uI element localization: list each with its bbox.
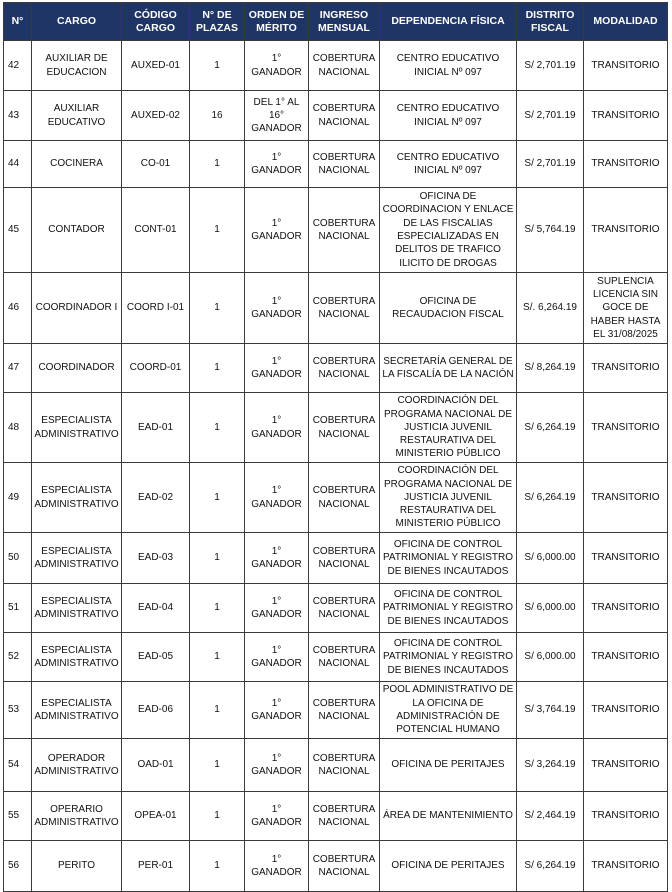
table-row: [4, 273, 668, 344]
dependencia-cell: CENTRO EDUCATIVO INICIAL Nº 097: [380, 91, 517, 141]
distrito-cell: S/ 6,264.19: [517, 841, 584, 892]
ingreso-cell: COBERTURA NACIONAL: [309, 344, 380, 393]
orden-merito-cell: 1° GANADOR: [245, 344, 309, 393]
header-distrito-fiscal: DISTRITO FISCAL: [517, 3, 584, 41]
modalidad-cell: TRANSITORIO: [584, 682, 668, 739]
header-numero: N°: [4, 3, 32, 41]
positions-table: [3, 2, 668, 892]
codigo-cell: OAD-01: [122, 739, 190, 792]
row-number: 49: [4, 463, 32, 533]
ingreso-cell: COBERTURA NACIONAL: [309, 141, 380, 188]
dependencia-cell: OFICINA DE PERITAJES: [380, 841, 517, 892]
modalidad-cell: TRANSITORIO: [584, 792, 668, 841]
plazas-cell: 1: [190, 739, 245, 792]
cargo-cell: ESPECIALISTA ADMINISTRATIVO: [32, 682, 122, 739]
codigo-cell: AUXED-02: [122, 91, 190, 141]
row-number: 42: [4, 41, 32, 91]
orden-merito-cell: 1° GANADOR: [245, 273, 309, 344]
distrito-cell: S/. 6,264.19: [517, 273, 584, 344]
modalidad-cell: TRANSITORIO: [584, 344, 668, 393]
dependencia-cell: SECRETARÍA GENERAL DE LA FISCALÍA DE LA NACIÓN: [380, 344, 517, 393]
row-number: 56: [4, 841, 32, 892]
ingreso-cell: COBERTURA NACIONAL: [309, 633, 380, 682]
distrito-cell: S/ 2,701.19: [517, 91, 584, 141]
plazas-cell: 1: [190, 141, 245, 188]
dependencia-cell: COORDINACIÓN DEL PROGRAMA NACIONAL DE JUSTICIA JUVENIL RESTAURATIVA DEL MINISTERIO PÚBLICO: [380, 463, 517, 533]
plazas-cell: 16: [190, 91, 245, 141]
codigo-cell: EAD-06: [122, 682, 190, 739]
orden-merito-cell: DEL 1° AL 16° GANADOR: [245, 91, 309, 141]
orden-merito-cell: 1° GANADOR: [245, 682, 309, 739]
plazas-cell: 1: [190, 188, 245, 273]
header-ingreso-mensual: INGRESO MENSUAL: [309, 3, 380, 41]
codigo-cell: EAD-04: [122, 584, 190, 633]
dependencia-cell: OFICINA DE COORDINACION Y ENLACE DE LAS FISCALIAS ESPECIALIZADAS EN DELITOS DE TRAFICO ILICITO DE DROGAS: [380, 188, 517, 273]
plazas-cell: 1: [190, 792, 245, 841]
codigo-cell: EAD-03: [122, 533, 190, 584]
orden-merito-cell: 1° GANADOR: [245, 393, 309, 463]
codigo-cell: OPEA-01: [122, 792, 190, 841]
header-cargo: CARGO: [32, 3, 122, 41]
orden-merito-cell: 1° GANADOR: [245, 584, 309, 633]
ingreso-cell: COBERTURA NACIONAL: [309, 273, 380, 344]
row-number: 51: [4, 584, 32, 633]
plazas-cell: 1: [190, 273, 245, 344]
row-number: 45: [4, 188, 32, 273]
row-number: 43: [4, 91, 32, 141]
cargo-cell: ESPECIALISTA ADMINISTRATIVO: [32, 633, 122, 682]
ingreso-cell: COBERTURA NACIONAL: [309, 393, 380, 463]
distrito-cell: S/ 8,264.19: [517, 344, 584, 393]
table-row: [4, 792, 668, 841]
distrito-cell: S/ 2,701.19: [517, 41, 584, 91]
modalidad-cell: TRANSITORIO: [584, 739, 668, 792]
plazas-cell: 1: [190, 393, 245, 463]
distrito-cell: S/ 6,264.19: [517, 393, 584, 463]
row-number: 44: [4, 141, 32, 188]
cargo-cell: AUXILIAR EDUCATIVO: [32, 91, 122, 141]
table-row: [4, 584, 668, 633]
ingreso-cell: COBERTURA NACIONAL: [309, 792, 380, 841]
dependencia-cell: OFICINA DE CONTROL PATRIMONIAL Y REGISTRO DE BIENES INCAUTADOS: [380, 533, 517, 584]
dependencia-cell: ÁREA DE MANTENIMIENTO: [380, 792, 517, 841]
orden-merito-cell: 1° GANADOR: [245, 141, 309, 188]
modalidad-cell: TRANSITORIO: [584, 41, 668, 91]
distrito-cell: S/ 6,264.19: [517, 463, 584, 533]
codigo-cell: AUXED-01: [122, 41, 190, 91]
codigo-cell: CONT-01: [122, 188, 190, 273]
codigo-cell: EAD-05: [122, 633, 190, 682]
cargo-cell: COCINERA: [32, 141, 122, 188]
table-row: [4, 841, 668, 892]
plazas-cell: 1: [190, 633, 245, 682]
table-row: [4, 393, 668, 463]
table-row: [4, 633, 668, 682]
orden-merito-cell: 1° GANADOR: [245, 739, 309, 792]
table-row: [4, 463, 668, 533]
table-row: [4, 41, 668, 91]
row-number: 46: [4, 273, 32, 344]
modalidad-cell: TRANSITORIO: [584, 841, 668, 892]
table-row: [4, 141, 668, 188]
distrito-cell: S/ 3,264.19: [517, 739, 584, 792]
distrito-cell: S/ 2,464.19: [517, 792, 584, 841]
cargo-cell: COORDINADOR: [32, 344, 122, 393]
dependencia-cell: OFICINA DE CONTROL PATRIMONIAL Y REGISTRO DE BIENES INCAUTADOS: [380, 633, 517, 682]
orden-merito-cell: 1° GANADOR: [245, 463, 309, 533]
table-header-row: [4, 3, 668, 41]
modalidad-cell: TRANSITORIO: [584, 91, 668, 141]
header-codigo-cargo: CÓDIGO CARGO: [122, 3, 190, 41]
modalidad-cell: SUPLENCIA LICENCIA SIN GOCE DE HABER HASTA EL 31/08/2025: [584, 273, 668, 344]
cargo-cell: ESPECIALISTA ADMINISTRATIVO: [32, 463, 122, 533]
row-number: 47: [4, 344, 32, 393]
dependencia-cell: COORDINACIÓN DEL PROGRAMA NACIONAL DE JUSTICIA JUVENIL RESTAURATIVA DEL MINISTERIO PÚBLICO: [380, 393, 517, 463]
table-row: [4, 344, 668, 393]
row-number: 53: [4, 682, 32, 739]
cargo-cell: OPERADOR ADMINISTRATIVO: [32, 739, 122, 792]
cargo-cell: AUXILIAR DE EDUCACION: [32, 41, 122, 91]
row-number: 48: [4, 393, 32, 463]
table-row: [4, 188, 668, 273]
modalidad-cell: TRANSITORIO: [584, 141, 668, 188]
distrito-cell: S/ 6,000.00: [517, 533, 584, 584]
cargo-cell: ESPECIALISTA ADMINISTRATIVO: [32, 533, 122, 584]
ingreso-cell: COBERTURA NACIONAL: [309, 463, 380, 533]
cargo-cell: ESPECIALISTA ADMINISTRATIVO: [32, 584, 122, 633]
distrito-cell: S/ 6,000.00: [517, 633, 584, 682]
plazas-cell: 1: [190, 682, 245, 739]
distrito-cell: S/ 5,764.19: [517, 188, 584, 273]
modalidad-cell: TRANSITORIO: [584, 393, 668, 463]
dependencia-cell: OFICINA DE CONTROL PATRIMONIAL Y REGISTRO DE BIENES INCAUTADOS: [380, 584, 517, 633]
ingreso-cell: COBERTURA NACIONAL: [309, 188, 380, 273]
cargo-cell: CONTADOR: [32, 188, 122, 273]
orden-merito-cell: 1° GANADOR: [245, 533, 309, 584]
header-orden-merito: ORDEN DE MÉRITO: [245, 3, 309, 41]
codigo-cell: CO-01: [122, 141, 190, 188]
distrito-cell: S/ 2,701.19: [517, 141, 584, 188]
plazas-cell: 1: [190, 533, 245, 584]
ingreso-cell: COBERTURA NACIONAL: [309, 91, 380, 141]
header-dependencia-fisica: DEPENDENCIA FÍSICA: [380, 3, 517, 41]
distrito-cell: S/ 3,764.19: [517, 682, 584, 739]
row-number: 55: [4, 792, 32, 841]
dependencia-cell: CENTRO EDUCATIVO INICIAL Nº 097: [380, 141, 517, 188]
ingreso-cell: COBERTURA NACIONAL: [309, 682, 380, 739]
dependencia-cell: OFICINA DE RECAUDACION FISCAL: [380, 273, 517, 344]
plazas-cell: 1: [190, 584, 245, 633]
modalidad-cell: TRANSITORIO: [584, 533, 668, 584]
plazas-cell: 1: [190, 344, 245, 393]
row-number: 52: [4, 633, 32, 682]
cargo-cell: COORDINADOR I: [32, 273, 122, 344]
table-body: [4, 41, 668, 892]
codigo-cell: EAD-01: [122, 393, 190, 463]
modalidad-cell: TRANSITORIO: [584, 463, 668, 533]
plazas-cell: 1: [190, 841, 245, 892]
codigo-cell: PER-01: [122, 841, 190, 892]
modalidad-cell: TRANSITORIO: [584, 584, 668, 633]
orden-merito-cell: 1° GANADOR: [245, 41, 309, 91]
ingreso-cell: COBERTURA NACIONAL: [309, 739, 380, 792]
cargo-cell: OPERARIO ADMINISTRATIVO: [32, 792, 122, 841]
codigo-cell: EAD-02: [122, 463, 190, 533]
ingreso-cell: COBERTURA NACIONAL: [309, 41, 380, 91]
modalidad-cell: TRANSITORIO: [584, 633, 668, 682]
cargo-cell: ESPECIALISTA ADMINISTRATIVO: [32, 393, 122, 463]
orden-merito-cell: 1° GANADOR: [245, 633, 309, 682]
plazas-cell: 1: [190, 463, 245, 533]
header-modalidad: MODALIDAD: [584, 3, 668, 41]
dependencia-cell: OFICINA DE PERITAJES: [380, 739, 517, 792]
dependencia-cell: POOL ADMINISTRATIVO DE LA OFICINA DE ADMINISTRACIÓN DE POTENCIAL HUMANO: [380, 682, 517, 739]
dependencia-cell: CENTRO EDUCATIVO INICIAL Nº 097: [380, 41, 517, 91]
codigo-cell: COORD I-01: [122, 273, 190, 344]
orden-merito-cell: 1° GANADOR: [245, 841, 309, 892]
table-row: [4, 739, 668, 792]
modalidad-cell: TRANSITORIO: [584, 188, 668, 273]
orden-merito-cell: 1° GANADOR: [245, 188, 309, 273]
ingreso-cell: COBERTURA NACIONAL: [309, 533, 380, 584]
codigo-cell: COORD-01: [122, 344, 190, 393]
ingreso-cell: COBERTURA NACIONAL: [309, 584, 380, 633]
row-number: 50: [4, 533, 32, 584]
ingreso-cell: COBERTURA NACIONAL: [309, 841, 380, 892]
plazas-cell: 1: [190, 41, 245, 91]
table-row: [4, 91, 668, 141]
header-plazas: N° DE PLAZAS: [190, 3, 245, 41]
cargo-cell: PERITO: [32, 841, 122, 892]
orden-merito-cell: 1° GANADOR: [245, 792, 309, 841]
table-row: [4, 682, 668, 739]
distrito-cell: S/ 6,000.00: [517, 584, 584, 633]
row-number: 54: [4, 739, 32, 792]
table-row: [4, 533, 668, 584]
